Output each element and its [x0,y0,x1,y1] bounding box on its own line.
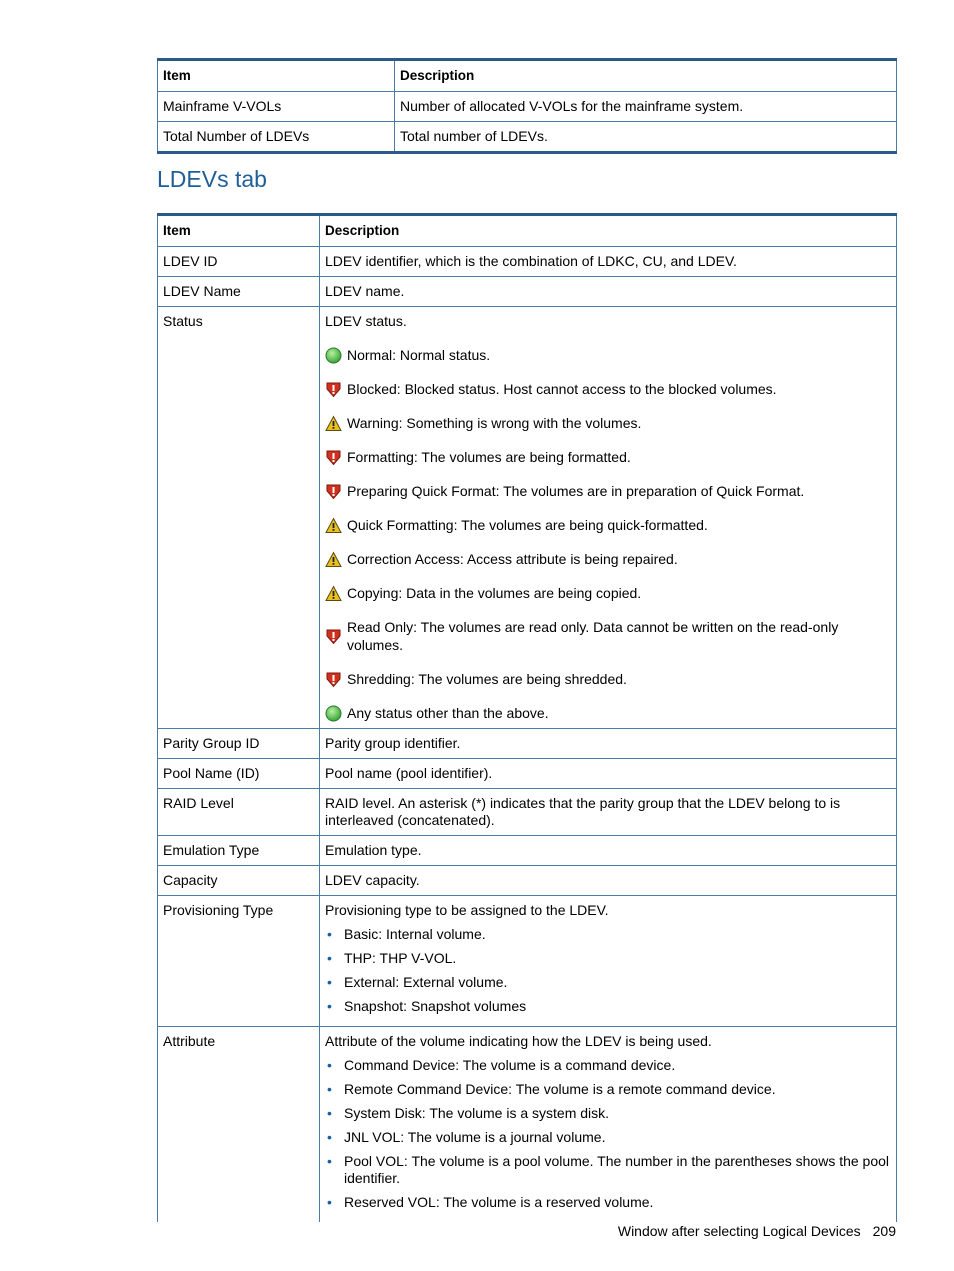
attribute-bullet-list [325,1057,891,1211]
list-item: • Pool VOL: The volume is a pool volume. The number in the parentheses shows the pool identifier. [325,1153,891,1187]
table-cell-item: Capacity [158,866,320,896]
status-line-text: Quick Formatting: The volumes are being quick-formatted. [347,517,708,533]
table-cell-description: Parity group identifier. [320,729,897,759]
list-item: • THP: THP V-VOL. [325,950,891,967]
status-line [325,516,891,534]
status-line-text: Correction Access: Access attribute is being repaired. [347,551,678,567]
list-item: • Remote Command Device: The volume is a remote command device. [325,1081,891,1098]
status-line-text: Shredding: The volumes are being shredded. [347,671,627,687]
list-item: • External: External volume. [325,974,891,991]
list-item: • Reserved VOL: The volume is a reserved volume. [325,1194,891,1211]
status-line [325,550,891,568]
status-line-text: Normal: Normal status. [347,347,491,363]
provisioning-bullet-list [325,926,891,1015]
table-cell-item: Pool Name (ID) [158,759,320,789]
table-cell-description: Number of allocated V-VOLs for the mainframe system. [395,92,897,122]
list-item: • System Disk: The volume is a system disk. [325,1105,891,1122]
column-header-item: Item [158,215,320,247]
warning-status-icon [325,517,342,534]
error-status-icon [325,381,342,398]
table-cell-description: LDEV name. [320,277,897,307]
column-header-description: Description [395,60,897,92]
status-line-text: Read Only: The volumes are read only. Data cannot be written on the read-only volumes. [347,619,839,653]
status-line-text: Any status other than the above. [347,705,549,721]
table-cell-item: Emulation Type [158,836,320,866]
table-cell-item: Attribute [158,1027,320,1223]
warning-status-icon [325,415,342,432]
normal-status-icon [325,347,342,364]
list-item: • Snapshot: Snapshot volumes [325,998,891,1015]
table-cell-description: RAID level. An asterisk (*) indicates that the parity group that the LDEV belong to is interleaved (concatenated). [320,789,897,836]
error-status-icon [325,483,342,500]
status-line-text: Copying: Data in the volumes are being copied. [347,585,642,601]
status-line [325,704,891,722]
table-cell-item: Total Number of LDEVs [158,122,395,153]
table-cell-description: Total number of LDEVs. [395,122,897,153]
error-status-icon [325,671,342,688]
status-line [325,584,891,602]
status-line-text: Formatting: The volumes are being formatted. [347,449,631,465]
table-cell-description: Pool name (pool identifier). [320,759,897,789]
table-cell-item: Parity Group ID [158,729,320,759]
page-number: 209 [872,1223,896,1239]
provisioning-description-cell [320,896,897,1027]
section-title: LDEVs tab [157,166,267,192]
status-line [325,448,891,466]
status-line [325,670,891,688]
status-list [325,346,891,722]
normal-status-icon [325,705,342,722]
status-line [325,380,891,398]
list-item: • Basic: Internal volume. [325,926,891,943]
table-cell-item: Status [158,307,320,729]
table-cell-item: LDEV Name [158,277,320,307]
status-line-text: Preparing Quick Format: The volumes are in preparation of Quick Format. [347,483,805,499]
table-cell-description: LDEV capacity. [320,866,897,896]
status-line [325,414,891,432]
list-item: • Command Device: The volume is a command device. [325,1057,891,1074]
warning-status-icon [325,585,342,602]
status-description-cell [320,307,897,729]
ldevs-tab-table [157,213,897,1222]
status-line-text: Warning: Something is wrong with the volumes. [347,415,642,431]
table-cell-description: Emulation type. [320,836,897,866]
summary-table [157,58,897,154]
attribute-description-cell [320,1027,897,1223]
table-cell-item: LDEV ID [158,247,320,277]
status-line-text: Blocked: Blocked status. Host cannot access to the blocked volumes. [347,381,777,397]
status-line [325,482,891,500]
table-cell-item: RAID Level [158,789,320,836]
status-intro: LDEV status. [325,313,407,329]
warning-status-icon [325,551,342,568]
list-item: • JNL VOL: The volume is a journal volume. [325,1129,891,1146]
column-header-item: Item [158,60,395,92]
error-status-icon [325,628,342,645]
page-footer [618,1223,896,1239]
table-cell-description: LDEV identifier, which is the combination of LDKC, CU, and LDEV. [320,247,897,277]
error-status-icon [325,449,342,466]
footer-text: Window after selecting Logical Devices [617,1223,861,1239]
column-header-description: Description [320,215,897,247]
provisioning-intro: Provisioning type to be assigned to the LDEV. [325,902,609,918]
table-cell-item: Provisioning Type [158,896,320,1027]
status-line [325,618,891,654]
status-line [325,346,891,364]
attribute-intro: Attribute of the volume indicating how the LDEV is being used. [325,1033,712,1049]
table-cell-item: Mainframe V-VOLs [158,92,395,122]
